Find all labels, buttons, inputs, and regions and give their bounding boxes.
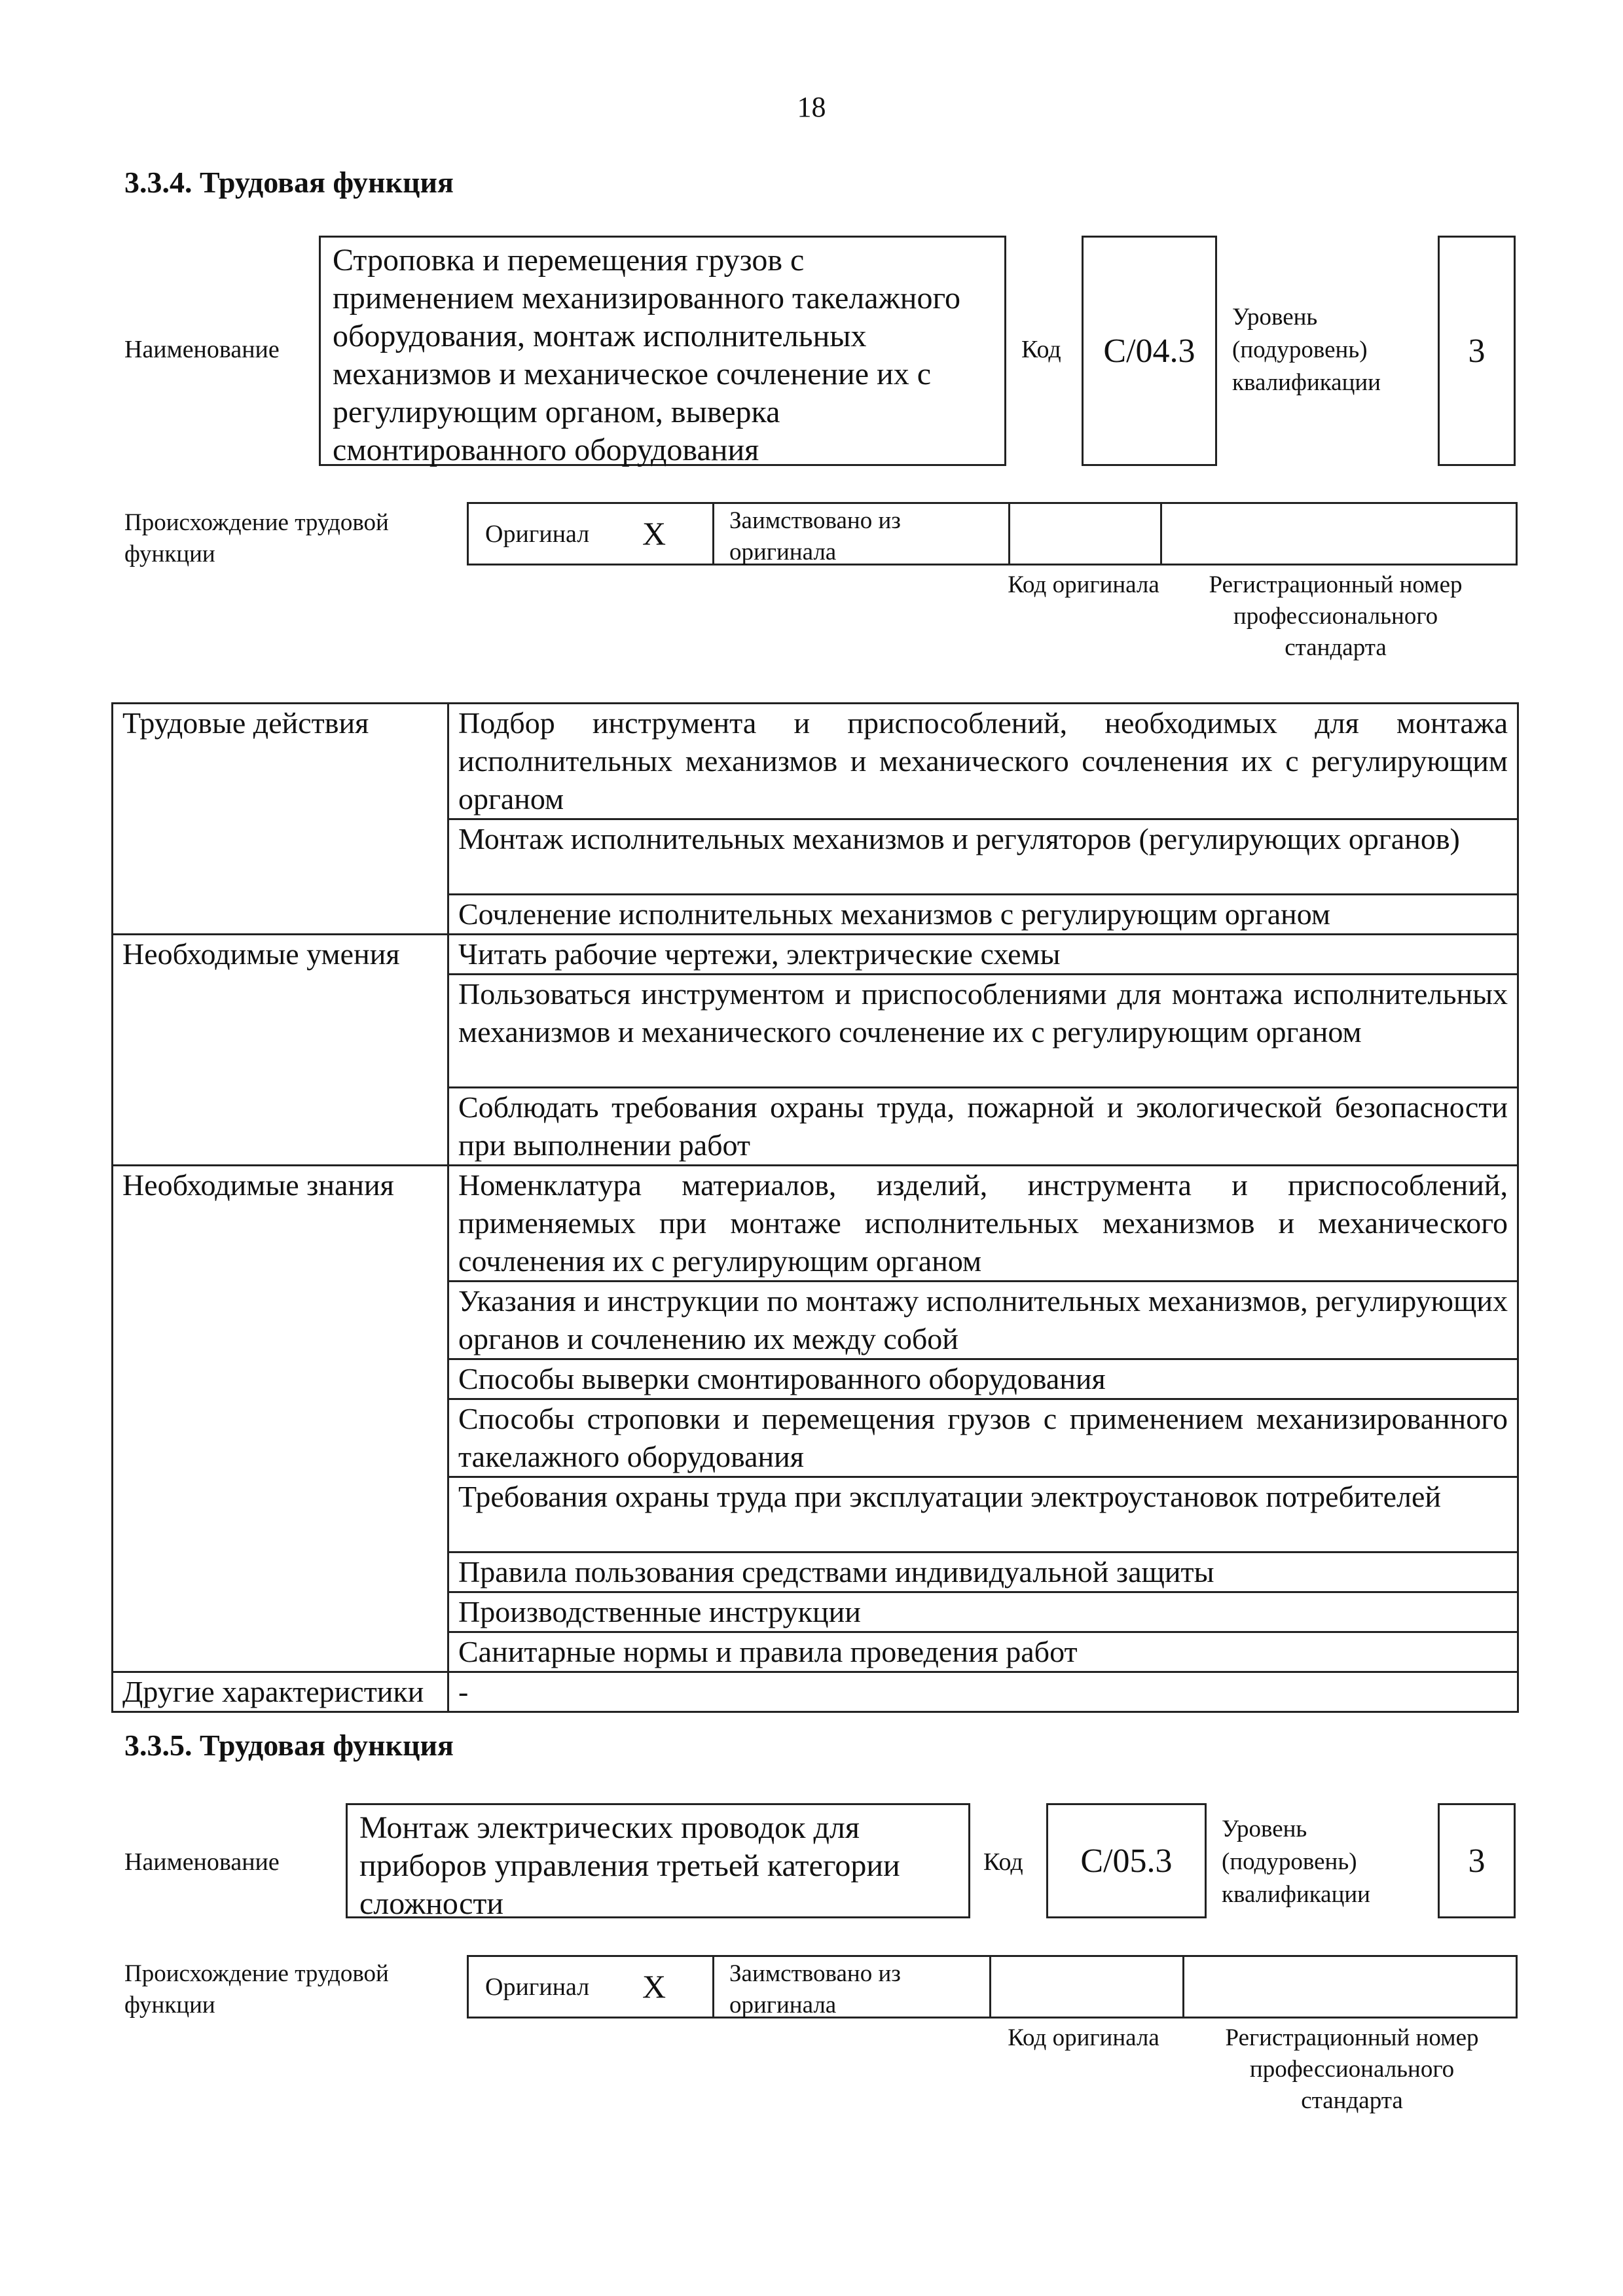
function-name-box-335	[346, 1803, 970, 1921]
name-label-335: Наименование	[124, 1848, 280, 1876]
function-name-text-334: Строповка и перемещения грузов с применением механизированного такелажного оборудования, монтаж исполнительных механизмов и механическое сочленение их с регулирующим органом, выверка смонтированного оборудования	[333, 243, 960, 467]
table-cell: Способы строповки и перемещения грузов с применением механизированного такелажного оборудования	[448, 1399, 1518, 1477]
original-label-334: Оригинал	[485, 520, 590, 548]
table-cell: Правила пользования средствами индивидуальной защиты	[448, 1552, 1518, 1592]
table-cell: Указания и инструкции по монтажу исполнительных механизмов, регулирующих органов и сочленению их между собой	[448, 1282, 1518, 1359]
original-mark-334: X	[642, 515, 666, 552]
category-cell: Необходимые знания	[113, 1166, 448, 1672]
origin-row-334	[467, 502, 1518, 565]
divider-334-a	[712, 504, 714, 564]
code-box-335	[1046, 1803, 1207, 1918]
table-row	[113, 1166, 1518, 1282]
function-name-text-335: Монтаж электрических проводок для приборов управления третьей категории сложности	[359, 1810, 900, 1921]
table-cell: Требования охраны труда при эксплуатации электроустановок потребителей	[448, 1477, 1518, 1552]
section-heading-334: 3.3.4. Трудовая функция	[124, 166, 454, 199]
divider-335-a	[712, 1957, 714, 2017]
table-cell: Пользоваться инструментом и приспособлениями для монтажа исполнительных механизмов и механического сочленение их с регулирующим органом	[448, 975, 1518, 1088]
name-label-334: Наименование	[124, 336, 280, 363]
original-label-335: Оригинал	[485, 1973, 590, 2001]
reg-number-caption-335: Регистрационный номер профессионального стандарта	[1225, 2024, 1479, 2114]
table-cell: Способы выверки смонтированного оборудования	[448, 1359, 1518, 1399]
level-label-334: Уровень (подуровень) квалификации	[1232, 304, 1381, 396]
level-value-335: 3	[1468, 1842, 1486, 1880]
category-cell: Трудовые действия	[113, 704, 448, 935]
table-cell: Подбор инструмента и приспособлений, необходимых для монтажа исполнительных механизмов и механического сочленения их с регулирующим органом	[448, 704, 1518, 819]
table-cell: Соблюдать требования охраны труда, пожарной и экологической безопасности при выполнении работ	[448, 1088, 1518, 1166]
table-cell: Номенклатура материалов, изделий, инструмента и приспособлений, применяемых при монтаже исполнительных механизмов и механического сочленения их с регулирующим органом	[448, 1166, 1518, 1282]
table-row	[113, 1672, 1518, 1712]
table-cell: Санитарные нормы и правила проведения работ	[448, 1632, 1518, 1672]
original-code-cell-335	[989, 1957, 991, 2017]
code-value-335: C/05.3	[1080, 1842, 1173, 1880]
original-code-cell-334	[1008, 504, 1010, 564]
code-label-334: Код	[1021, 336, 1061, 363]
origin-row-335	[467, 1955, 1518, 2018]
code-value-334: C/04.3	[1103, 332, 1195, 370]
reg-number-cell-335	[1182, 1957, 1184, 2017]
level-box-334	[1438, 236, 1516, 466]
function-name-box-334	[319, 236, 1006, 466]
page-number: 18	[797, 91, 826, 123]
table-cell: Сочленение исполнительных механизмов с регулирующим органом	[448, 895, 1518, 935]
section-heading-335: 3.3.5. Трудовая функция	[124, 1729, 454, 1762]
origin-label-335: Происхождение трудовой функции	[124, 1960, 389, 2018]
level-box-335	[1438, 1803, 1516, 1918]
origin-label-334: Происхождение трудовой функции	[124, 509, 389, 567]
table-cell: Производственные инструкции	[448, 1592, 1518, 1632]
category-cell: Другие характеристики	[113, 1672, 448, 1712]
labor-function-table	[111, 702, 1519, 1713]
code-box-334	[1082, 236, 1217, 466]
reg-number-caption-334: Регистрационный номер профессионального стандарта	[1209, 571, 1463, 661]
code-original-caption-334: Код оригинала	[1008, 571, 1159, 598]
reg-number-cell-334	[1160, 504, 1162, 564]
table-cell: Монтаж исполнительных механизмов и регуляторов (регулирующих органов)	[448, 819, 1518, 895]
table-row	[113, 935, 1518, 975]
borrowed-label-334: Заимствовано из оригинала	[729, 507, 901, 565]
table-cell: Читать рабочие чертежи, электрические схемы	[448, 935, 1518, 975]
original-mark-335: X	[642, 1968, 666, 2005]
category-cell: Необходимые умения	[113, 935, 448, 1166]
table-cell: -	[448, 1672, 1518, 1712]
table-row	[113, 704, 1518, 819]
code-original-caption-335: Код оригинала	[1008, 2024, 1159, 2051]
code-label-335: Код	[983, 1848, 1023, 1876]
level-label-335: Уровень (подуровень) квалификации	[1222, 1816, 1370, 1908]
level-value-334: 3	[1468, 332, 1486, 370]
borrowed-label-335: Заимствовано из оригинала	[729, 1960, 901, 2018]
